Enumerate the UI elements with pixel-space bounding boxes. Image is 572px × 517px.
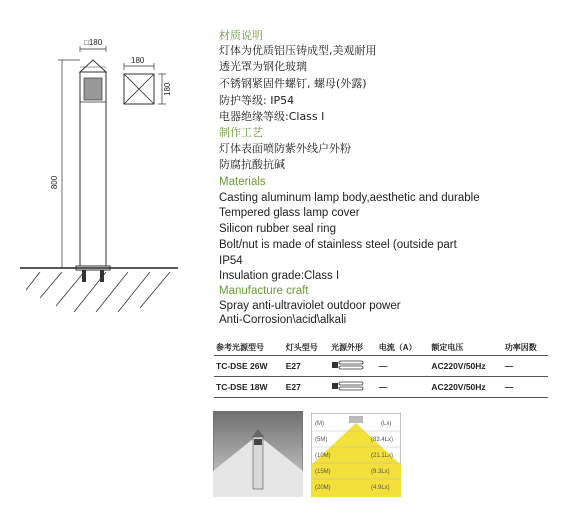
spec-line-en: Insulation grade:Class I xyxy=(219,270,340,282)
craft-line-cn: 灯体表面喷防紫外线户外粉 xyxy=(219,142,351,155)
distance-label: (15M) xyxy=(315,469,331,475)
table-header: 额定电压 xyxy=(429,340,502,356)
table-header: 光源外形 xyxy=(329,340,377,356)
spec-line-en: Silicon rubber seal ring xyxy=(219,223,336,235)
top-width-label: □180 xyxy=(84,38,103,47)
distance-label: (20M) xyxy=(315,485,331,491)
bollard-lamp-outline xyxy=(76,60,110,282)
technical-drawing xyxy=(0,0,210,330)
craft-line-cn: 防腐抗酸抗碱 xyxy=(219,158,285,171)
craft-line-en: Spray anti-ultraviolet outdoor power xyxy=(219,300,401,312)
light-source-table xyxy=(214,340,548,398)
table-cell: AC220V/50Hz xyxy=(429,377,502,398)
table-cell: AC220V/50Hz xyxy=(429,356,502,377)
distance-label: (5M) xyxy=(315,437,328,443)
table-cell: — xyxy=(377,356,430,377)
spec-line-cn: 透光罩为钢化玻璃 xyxy=(219,60,307,73)
table-cell: TC-DSE 26W xyxy=(214,356,284,377)
spec-line-en: Casting aluminum lamp body,aesthetic and durable xyxy=(219,192,480,204)
bulb-shape-icon xyxy=(329,356,377,377)
table-cell: — xyxy=(503,377,548,398)
table-header: 功率因数 xyxy=(503,340,548,356)
craft-heading-en: Manufacture craft xyxy=(219,285,309,297)
craft-line-en: Anti-Corrosion\acid\alkali xyxy=(219,314,347,326)
table-row xyxy=(214,356,548,377)
table-header-row xyxy=(214,340,548,356)
table-cell: TC-DSE 18W xyxy=(214,377,284,398)
spec-line-en: Bolt/nut is made of stainless steel (outside part xyxy=(219,239,457,251)
lux-label: (Lx) xyxy=(381,421,392,427)
ground-hatching xyxy=(20,268,178,312)
lux-label: (83.4Lx) xyxy=(371,437,394,443)
distance-label: (10M) xyxy=(315,453,331,459)
table-header: 参考光源型号 xyxy=(214,340,284,356)
craft-heading-cn: 制作工艺 xyxy=(219,126,263,139)
table-row xyxy=(214,377,548,398)
table-cell: E27 xyxy=(284,356,329,377)
table-cell: E27 xyxy=(284,377,329,398)
spec-line-cn: 防护等级: IP54 xyxy=(219,94,295,107)
top-view-square xyxy=(124,63,166,104)
spec-line-cn: 不锈钢紧固件螺钉, 螺母(外露) xyxy=(219,77,367,90)
illuminance-chart xyxy=(311,413,401,497)
table-header: 电流（A） xyxy=(377,340,430,356)
spec-line-en: IP54 xyxy=(219,255,243,267)
spec-line-cn: 电器绝缘等级:Class Ⅰ xyxy=(219,110,325,123)
lux-label: (4.9Lx) xyxy=(371,485,390,491)
bulb-shape-icon xyxy=(329,377,377,398)
lamp-scene-image xyxy=(213,411,303,497)
distance-label: (M) xyxy=(315,421,324,427)
height-label: 800 xyxy=(50,175,60,190)
materials-heading-en: Materials xyxy=(219,176,266,188)
lux-label: (21.1Lx) xyxy=(371,453,394,459)
table-header: 灯头型号 xyxy=(284,340,329,356)
table-cell: — xyxy=(503,356,548,377)
side-width-label: 180 xyxy=(131,56,145,65)
table-cell: — xyxy=(377,377,430,398)
materials-heading-cn: 材质说明 xyxy=(219,29,263,42)
spec-line-cn: 灯体为优质铝压铸成型,美观耐用 xyxy=(219,44,377,57)
lux-label: (9.3Lx) xyxy=(371,469,390,475)
spec-line-en: Tempered glass lamp cover xyxy=(219,207,360,219)
